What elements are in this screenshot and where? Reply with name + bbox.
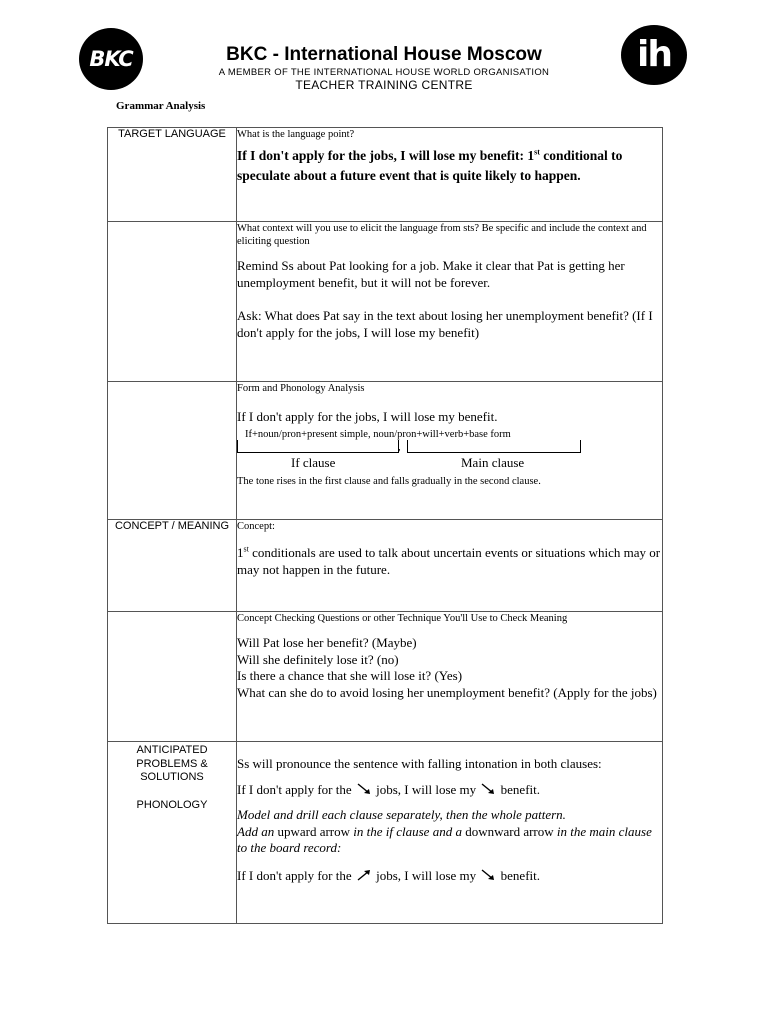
drill-line-1: Model and drill each clause separately, then the whole pattern. — [237, 807, 566, 822]
rising-arrow-icon — [355, 869, 373, 881]
analysis-table — [107, 127, 663, 924]
ccq-list — [237, 635, 662, 701]
label-ccq — [108, 612, 237, 742]
problems-label-1: ANTICIPATED — [136, 744, 208, 756]
falling-sentence: If I don't apply for the jobs, I will lose my benefit. — [237, 781, 540, 797]
page-subtitle: A MEMBER OF THE INTERNATIONAL HOUSE WORLD ORGANISATION — [218, 67, 550, 78]
problems-para: Ss will pronounce the sentence with falling intonation in both clauses: — [237, 756, 602, 771]
ccq-prompt: Concept Checking Questions or other Technique You'll Use to Check Meaning — [237, 613, 568, 624]
concept-text: 1st conditionals are used to talk about uncertain events or situations which may or may not happen in the future. — [237, 544, 661, 577]
ih-logo-text: ih — [637, 33, 671, 75]
drill-line-2: Add an upward arrow in the if clause and a downward arrow in the main clause to the board record: — [237, 823, 652, 855]
document-label: Grammar Analysis — [116, 100, 206, 112]
if-clause-bracket — [237, 440, 399, 453]
ccq-cell — [237, 612, 663, 742]
form-formula: If+noun/pron+present simple, noun/pron+will+verb+base form — [245, 428, 511, 440]
ccq-line: Is there a chance that she will lose it? (Yes) — [237, 668, 463, 683]
context-para-2: Ask: What does Pat say in the text about losing her unemployment benefit? (If I don't apply for the jobs, I will lose my benefit) — [237, 308, 653, 340]
ccq-line: Will she definitely lose it? (no) — [237, 651, 399, 667]
form-sentence: If I don't apply for the jobs, I will lose my benefit. — [237, 409, 498, 424]
falling-arrow-icon — [355, 783, 373, 795]
context-cell — [237, 222, 663, 382]
drill-instructions — [237, 807, 662, 857]
context-prompt: What context will you use to elicit the language from sts? Be specific and include the context and eliciting question — [237, 223, 647, 247]
row-problems — [108, 742, 663, 924]
row-ccq — [108, 612, 663, 742]
main-clause-bracket — [407, 440, 581, 453]
target-cell — [237, 128, 663, 222]
concept-prompt: Concept: — [237, 521, 275, 532]
if-clause-label: If clause — [291, 454, 336, 470]
ccq-line: What can she do to avoid losing her unemployment benefit? (Apply for the jobs) — [237, 684, 657, 700]
falling-arrow-icon — [479, 869, 497, 881]
target-prompt: What is the language point? — [237, 129, 355, 140]
target-label-text: TARGET LANGUAGE — [118, 128, 226, 140]
row-concept — [108, 520, 663, 612]
problems-label-2: PROBLEMS & — [136, 757, 208, 770]
row-form — [108, 382, 663, 520]
concept-cell — [237, 520, 663, 612]
bracket-comma: , — [398, 440, 401, 453]
ccq-line: Will Pat lose her benefit? (Maybe) — [237, 635, 417, 650]
main-clause-label: Main clause — [461, 454, 525, 470]
form-cell — [237, 382, 663, 520]
falling-arrow-icon — [479, 783, 497, 795]
problems-label-4: PHONOLOGY — [136, 798, 208, 811]
label-concept — [108, 520, 237, 612]
label-target-language — [108, 128, 237, 222]
context-para-1: Remind Ss about Pat looking for a job. Make it clear that Pat is getting her unemployment benefit, but it will not be forever. — [237, 258, 625, 290]
target-text: If I don't apply for the jobs, I will lose my benefit: 1st conditional to speculate about a future event that is quite likely to happen. — [237, 147, 623, 183]
label-context — [108, 222, 237, 382]
label-form — [108, 382, 237, 520]
clause-brackets — [237, 440, 662, 470]
concept-label-text: CONCEPT / MEANING — [114, 520, 230, 532]
problems-label-3: SOLUTIONS — [140, 771, 204, 783]
tone-note: The tone rises in the first clause and falls gradually in the second clause. — [237, 475, 541, 487]
bkc-logo-text: BKC — [89, 47, 133, 71]
row-target-language — [108, 128, 663, 222]
row-context — [108, 222, 663, 382]
rising-falling-sentence: If I don't apply for the jobs, I will lose my benefit. — [237, 867, 540, 883]
form-prompt: Form and Phonology Analysis — [237, 383, 365, 394]
problems-cell — [237, 742, 663, 924]
centre-name: TEACHER TRAINING CENTRE — [295, 78, 473, 92]
label-problems — [108, 742, 237, 924]
page-title: BKC - International House Moscow — [226, 44, 542, 65]
